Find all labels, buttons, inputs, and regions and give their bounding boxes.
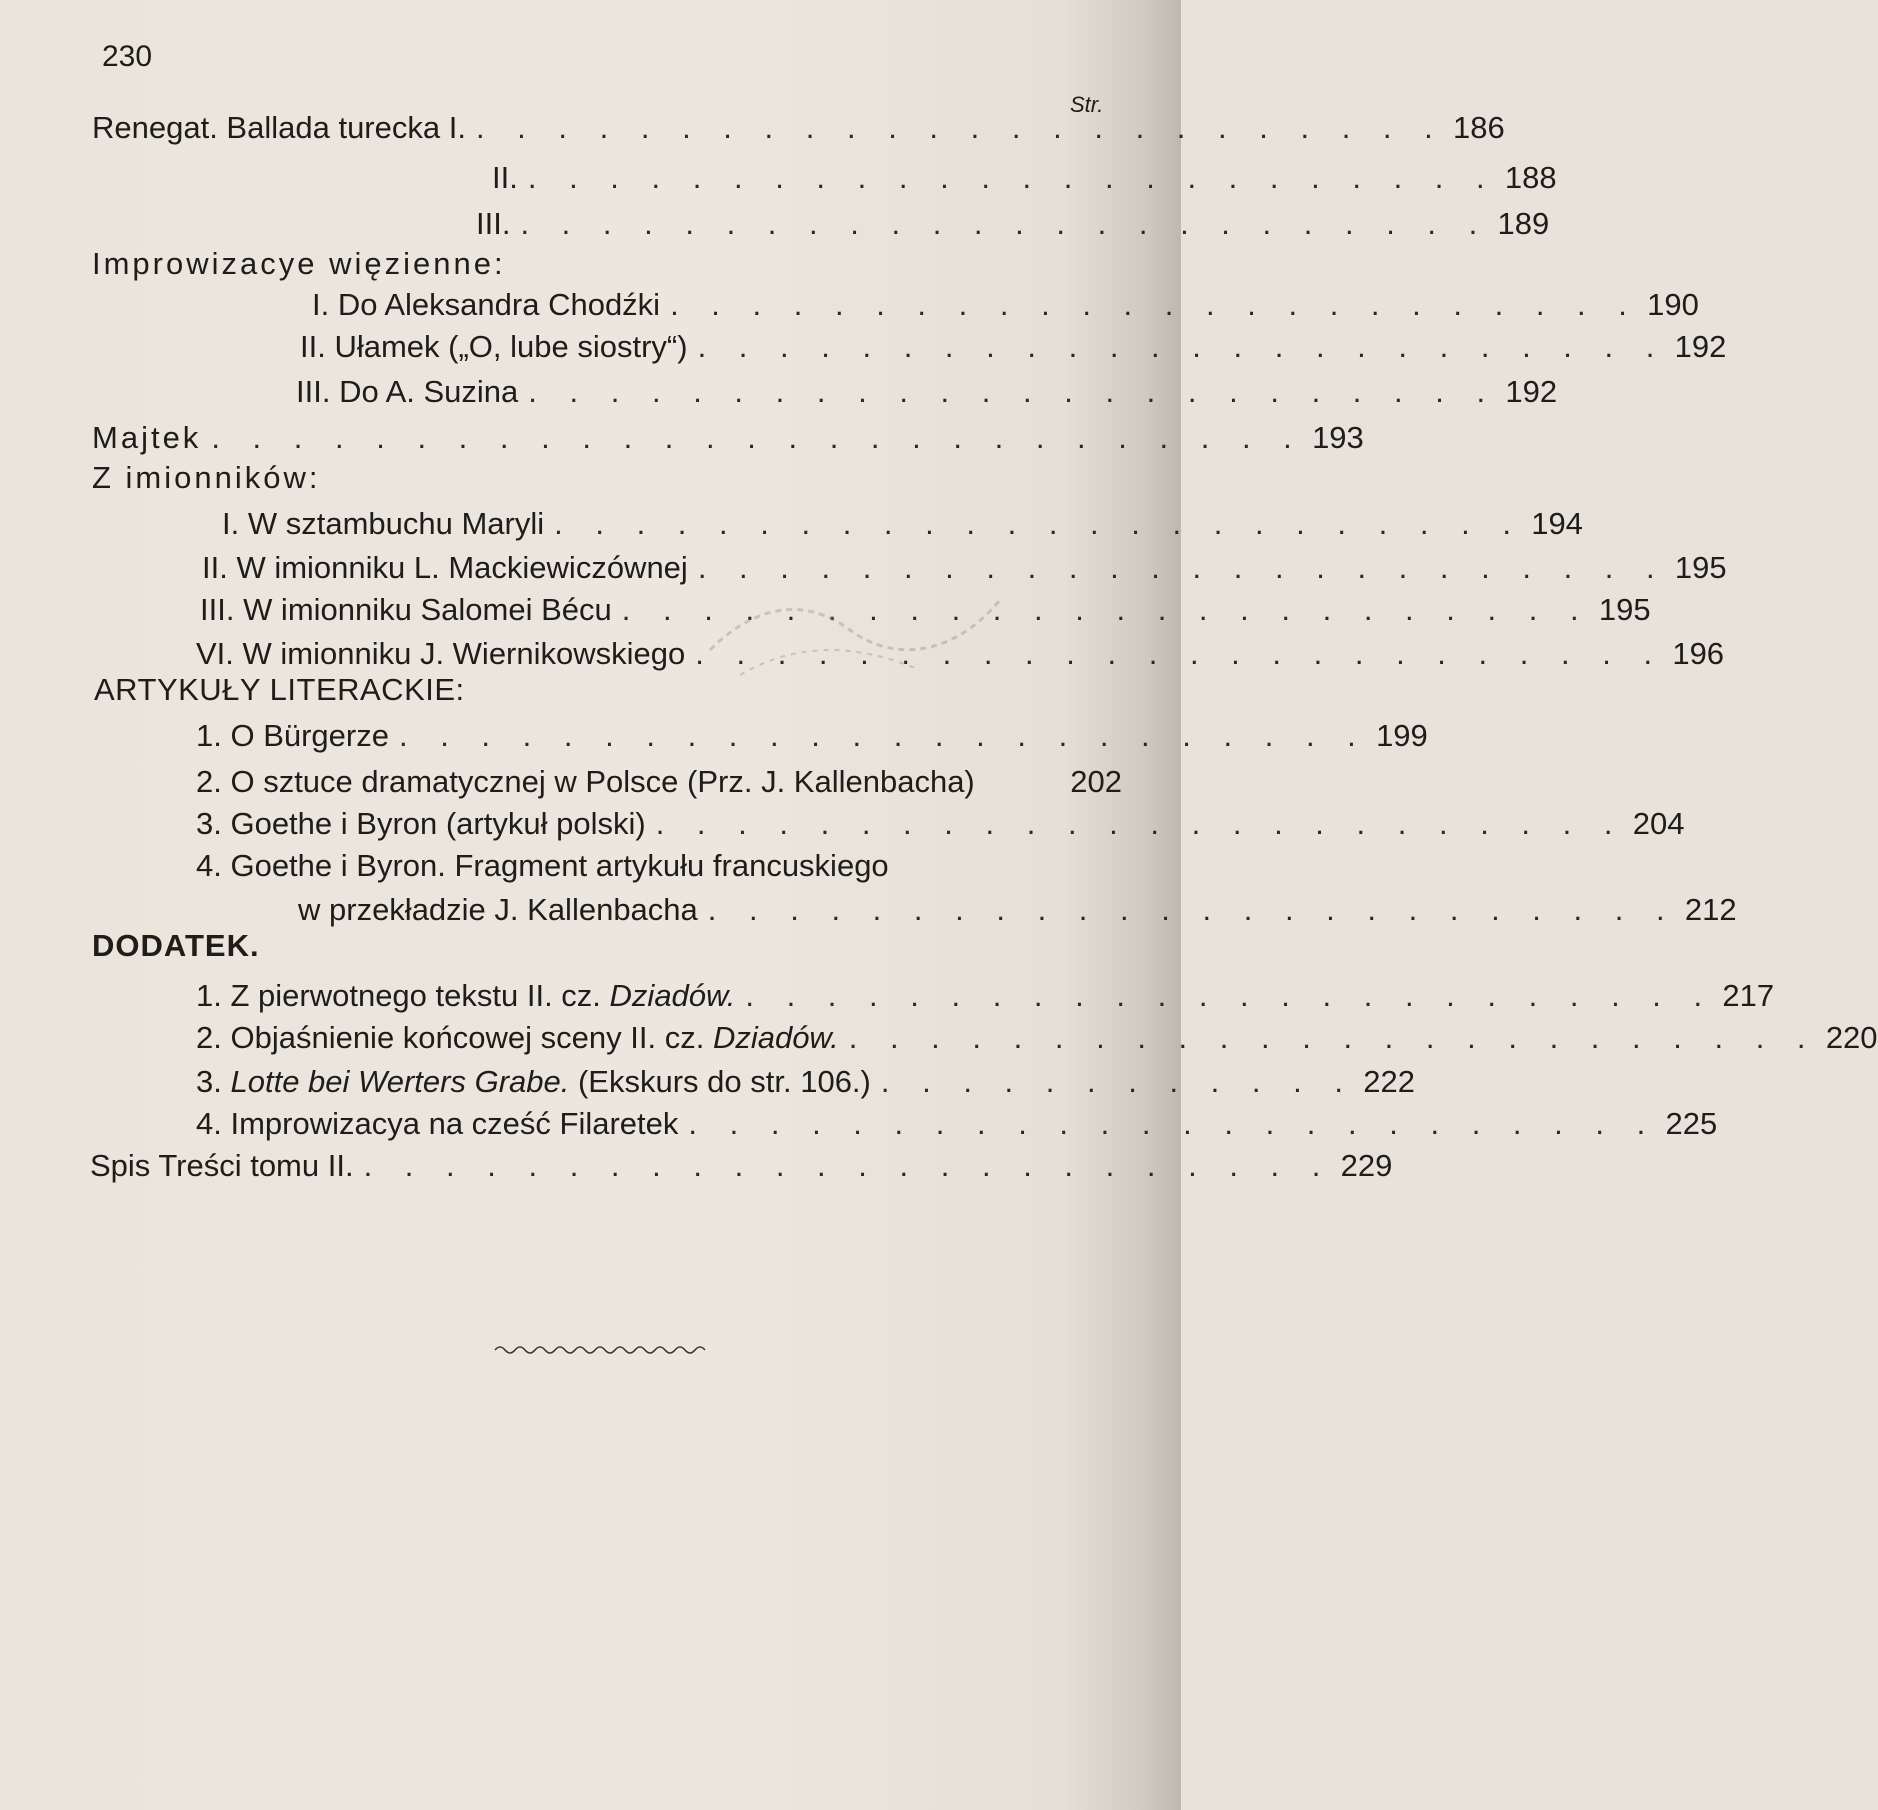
toc-entry-page: 220	[1825, 1020, 1878, 1055]
toc-entry	[222, 504, 1583, 544]
toc-entry-title: III. W imionniku Salomei Bécu	[200, 592, 612, 627]
page-column-header: Str.	[1070, 92, 1104, 117]
leader-dots: . . . . . . . . . . . . . . . . . . . . . . . .	[848, 1020, 1818, 1055]
toc-entry	[196, 762, 1122, 802]
toc-entry-page: 194	[1531, 506, 1583, 541]
section-heading-improwizacye: Improwizacye więzienne:	[92, 246, 506, 281]
toc-entry	[492, 158, 1557, 198]
leader-dots: . . . . . . . . . . . . . . . . . . . . . . . .	[527, 160, 1497, 195]
toc-entry	[476, 204, 1550, 244]
leader-dots: . . . . . . . . . . . . . . . . . . . . . . . .	[520, 206, 1490, 241]
toc-entry-page: 192	[1674, 329, 1727, 364]
toc-entry-page: 202	[1070, 764, 1122, 799]
toc-entry-title: III.	[476, 206, 511, 241]
toc-entry-page: 217	[1722, 978, 1775, 1013]
toc-entry	[300, 327, 1727, 367]
toc-entry-page: 222	[1363, 1064, 1415, 1099]
toc-entry-page: 193	[1312, 420, 1364, 455]
section-heading-dodatek: DODATEK.	[92, 928, 260, 963]
toc-entry	[196, 1018, 1878, 1058]
toc-entry	[298, 890, 1737, 930]
leader-dots: . . . . . . . . . . . . . . . . . . . . . . . .	[697, 550, 1667, 585]
toc-entry-title: VI. W imionniku J. Wiernikowskiego	[196, 636, 686, 671]
toc-entry-title: Majtek	[92, 420, 202, 455]
leader-dots: . . . . . . . . . . . . . . . . . . . . . . . .	[554, 506, 1523, 541]
leader-dots: . . . . . . . . . . . . . . . . . . . . . . . . . . .	[211, 420, 1304, 455]
toc-entry	[196, 804, 1685, 844]
toc-entry-page: 195	[1674, 550, 1727, 585]
toc-entry-page: 199	[1376, 718, 1428, 753]
toc-entry	[92, 108, 1505, 148]
toc-entry-title: 4. Improwizacya na cześć Filaretek	[196, 1106, 679, 1141]
leader-dots: . . . . . . . . . . . . . . . . . . . . . . . .	[621, 592, 1591, 627]
toc-entry-title: II. W imionniku L. Mackiewiczównej	[202, 550, 688, 585]
toc-entry-title: Spis Treści tomu II.	[90, 1148, 354, 1183]
toc-entry-italic-title: Lotte bei Werters Grabe.	[230, 1064, 570, 1099]
section-heading-artykuly: ARTYKUŁY LITERACKIE:	[94, 672, 465, 707]
toc-entry-title: 3. Goethe i Byron (artykuł polski)	[196, 806, 646, 841]
leader-dots: . . . . . . . . . . . . . . . . . . . . . . . .	[707, 892, 1677, 927]
section-heading-z-imionnikow: Z imionników:	[92, 460, 321, 495]
leader-dots: . . . . . . . . . . . .	[880, 1064, 1355, 1099]
toc-entry-page: 225	[1665, 1106, 1718, 1141]
toc-entry-title: 2. Objaśnienie końcowej sceny II. cz. Dziadów.	[196, 1020, 839, 1055]
toc-entry-title: 1. Z pierwotnego tekstu II. cz. Dziadów.	[196, 978, 736, 1013]
toc-entry	[196, 716, 1428, 756]
leader-dots: . . . . . . . . . . . . . . . . . . . . . . . .	[528, 374, 1498, 409]
leader-dots: . . . . . . . . . . . . . . . . . . . . . . . .	[695, 636, 1665, 671]
toc-entry	[92, 418, 1364, 458]
toc-entry-title: 1. O Bürgerze	[196, 718, 389, 753]
leader-dots: . . . . . . . . . . . . . . . . . . . . . . . .	[363, 1148, 1333, 1183]
toc-entry-italic-title: Dziadów.	[712, 1020, 839, 1055]
toc-entry-title: 4. Goethe i Byron. Fragment artykułu francuskiego	[196, 848, 889, 883]
toc-entry-page: 195	[1598, 592, 1651, 627]
toc-entry	[196, 1062, 1415, 1102]
toc-entry	[296, 372, 1558, 412]
wavy-divider-ornament	[495, 1340, 705, 1360]
leader-dots: . . . . . . . . . . . . . . . . . . . . . . . .	[697, 329, 1667, 364]
toc-entry-title: I. W sztambuchu Maryli	[222, 506, 545, 541]
leader-dots: . . . . . . . . . . . . . . . . . . . . . . . .	[398, 718, 1368, 753]
toc-entry-title: II. Ułamek („O, lube siostry“)	[300, 329, 688, 364]
toc-entry-title: I. Do Aleksandra Chodźki	[312, 287, 661, 322]
toc-entry-page: 196	[1672, 636, 1725, 671]
toc-entry-title: w przekładzie J. Kallenbacha	[298, 892, 698, 927]
toc-entry-title: 3. Lotte bei Werters Grabe. (Ekskurs do str. 106.)	[196, 1064, 871, 1099]
faded-stamp-mark	[700, 560, 1020, 690]
leader-dots: . . . . . . . . . . . . . . . . . . . . . . . .	[655, 806, 1625, 841]
leader-dots: . . . . . . . . . . . . . . . . . . . . . . . .	[745, 978, 1715, 1013]
toc-entry-page: 186	[1453, 110, 1505, 145]
toc-entry-page: 189	[1497, 206, 1550, 241]
toc-entry-title: 2. O sztuce dramatycznej w Polsce (Prz. J. Kallenbacha)	[196, 764, 975, 799]
toc-entry	[196, 1104, 1718, 1144]
toc-entry	[90, 1146, 1393, 1186]
toc-entry-page: 229	[1340, 1148, 1393, 1183]
leader-dots: . . . . . . . . . . . . . . . . . . . . . . . .	[475, 110, 1445, 145]
toc-entry-page: 190	[1647, 287, 1699, 322]
toc-entry-page: 192	[1505, 374, 1558, 409]
toc-entry-italic-title: Dziadów.	[609, 978, 736, 1013]
toc-entry	[312, 285, 1699, 325]
toc-entry-title: Renegat. Ballada turecka I.	[92, 110, 466, 145]
page-number: 230	[102, 40, 153, 73]
leader-dots: . . . . . . . . . . . . . . . . . . . . . . . .	[670, 287, 1639, 322]
toc-entry-title: II.	[492, 160, 518, 195]
leader-dots: . . . . . . . . . . . . . . . . . . . . . . . .	[688, 1106, 1658, 1141]
toc-entry	[196, 976, 1775, 1016]
toc-entry-page: 188	[1504, 160, 1557, 195]
toc-entry-title: III. Do A. Suzina	[296, 374, 519, 409]
toc-entry-page: 212	[1684, 892, 1737, 927]
toc-entry-page: 204	[1632, 806, 1685, 841]
